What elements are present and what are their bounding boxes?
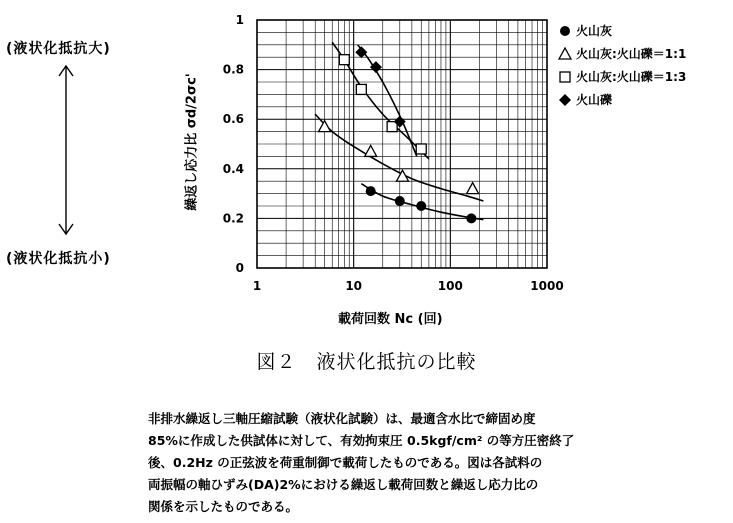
series-curve [315, 114, 483, 201]
y-tick-label: 0 [235, 261, 244, 275]
data-point [416, 201, 426, 211]
description-line: 両振幅の軸ひずみ(DA)2%における繰返し載荷回数と繰返し応力比の [148, 477, 539, 492]
y-axis-label: 繰返し応力比 σd/2σc' [184, 73, 200, 211]
liquefaction-resistance-low-label: (液状化抵抗小) [6, 251, 111, 267]
description-line: 85%に作成した供試体に対して、有効拘束圧 0.5kgf/cm² の等方圧密終了 [148, 433, 575, 448]
x-tick-label: 1000 [530, 279, 564, 293]
legend-label: 火山灰 [576, 24, 613, 38]
data-point [366, 186, 376, 196]
legend-item [558, 68, 686, 86]
y-tick-label: 1 [235, 13, 244, 27]
legend-marker-icon [558, 70, 572, 84]
chart-curves [315, 42, 483, 219]
description-line: 後、0.2Hz の正弦波を荷重制御で載荷したものである。図は各試料の [148, 455, 543, 470]
data-point [355, 46, 367, 58]
legend-marker-shape [560, 26, 570, 36]
legend-item [558, 22, 686, 40]
x-tick-label: 100 [437, 279, 463, 293]
x-axis-label: 載荷回数 Nc (回) [338, 312, 443, 327]
data-point [319, 121, 331, 132]
y-tick-label: 0.2 [222, 211, 244, 226]
legend-marker-shape [559, 48, 571, 59]
legend-marker-icon [558, 24, 572, 38]
y-tick-label: 0.8 [222, 62, 244, 77]
legend-label: 火山礫 [576, 93, 613, 107]
x-tick-label: 10 [345, 279, 363, 293]
legend-item [558, 91, 686, 109]
description-line: 関係を示したものである。 [148, 499, 299, 514]
legend-marker-icon [558, 93, 572, 107]
legend-marker-shape [560, 72, 570, 82]
data-point [416, 144, 426, 154]
figure-description [148, 408, 708, 518]
legend-marker-icon [558, 47, 572, 61]
data-point [356, 84, 366, 94]
legend-label: 火山灰:火山礫＝1:1 [576, 47, 687, 61]
chart-tick-labels [223, 13, 564, 293]
x-tick-label: 1 [252, 279, 262, 293]
figure-caption: 図２ 液状化抵抗の比較 [256, 351, 477, 373]
chart-grid [257, 20, 547, 268]
legend-item [558, 45, 686, 63]
legend-marker-shape [559, 94, 571, 106]
data-point [467, 183, 479, 194]
data-point [466, 213, 476, 223]
y-tick-label: 0.6 [222, 112, 244, 127]
y-tick-label: 0.4 [222, 161, 244, 176]
chart-legend [558, 22, 686, 114]
series-curve [358, 45, 417, 157]
data-point [395, 196, 405, 206]
chart-markers [319, 46, 479, 223]
description-line: 非排水繰返し三軸圧縮試験（液状化試験）は、最適含水比で締固め度 [148, 411, 536, 426]
liquefaction-resistance-high-label: (液状化抵抗大) [6, 41, 111, 57]
legend-label: 火山灰:火山礫＝1:3 [576, 70, 687, 84]
data-point [365, 145, 377, 156]
data-point [339, 55, 349, 65]
